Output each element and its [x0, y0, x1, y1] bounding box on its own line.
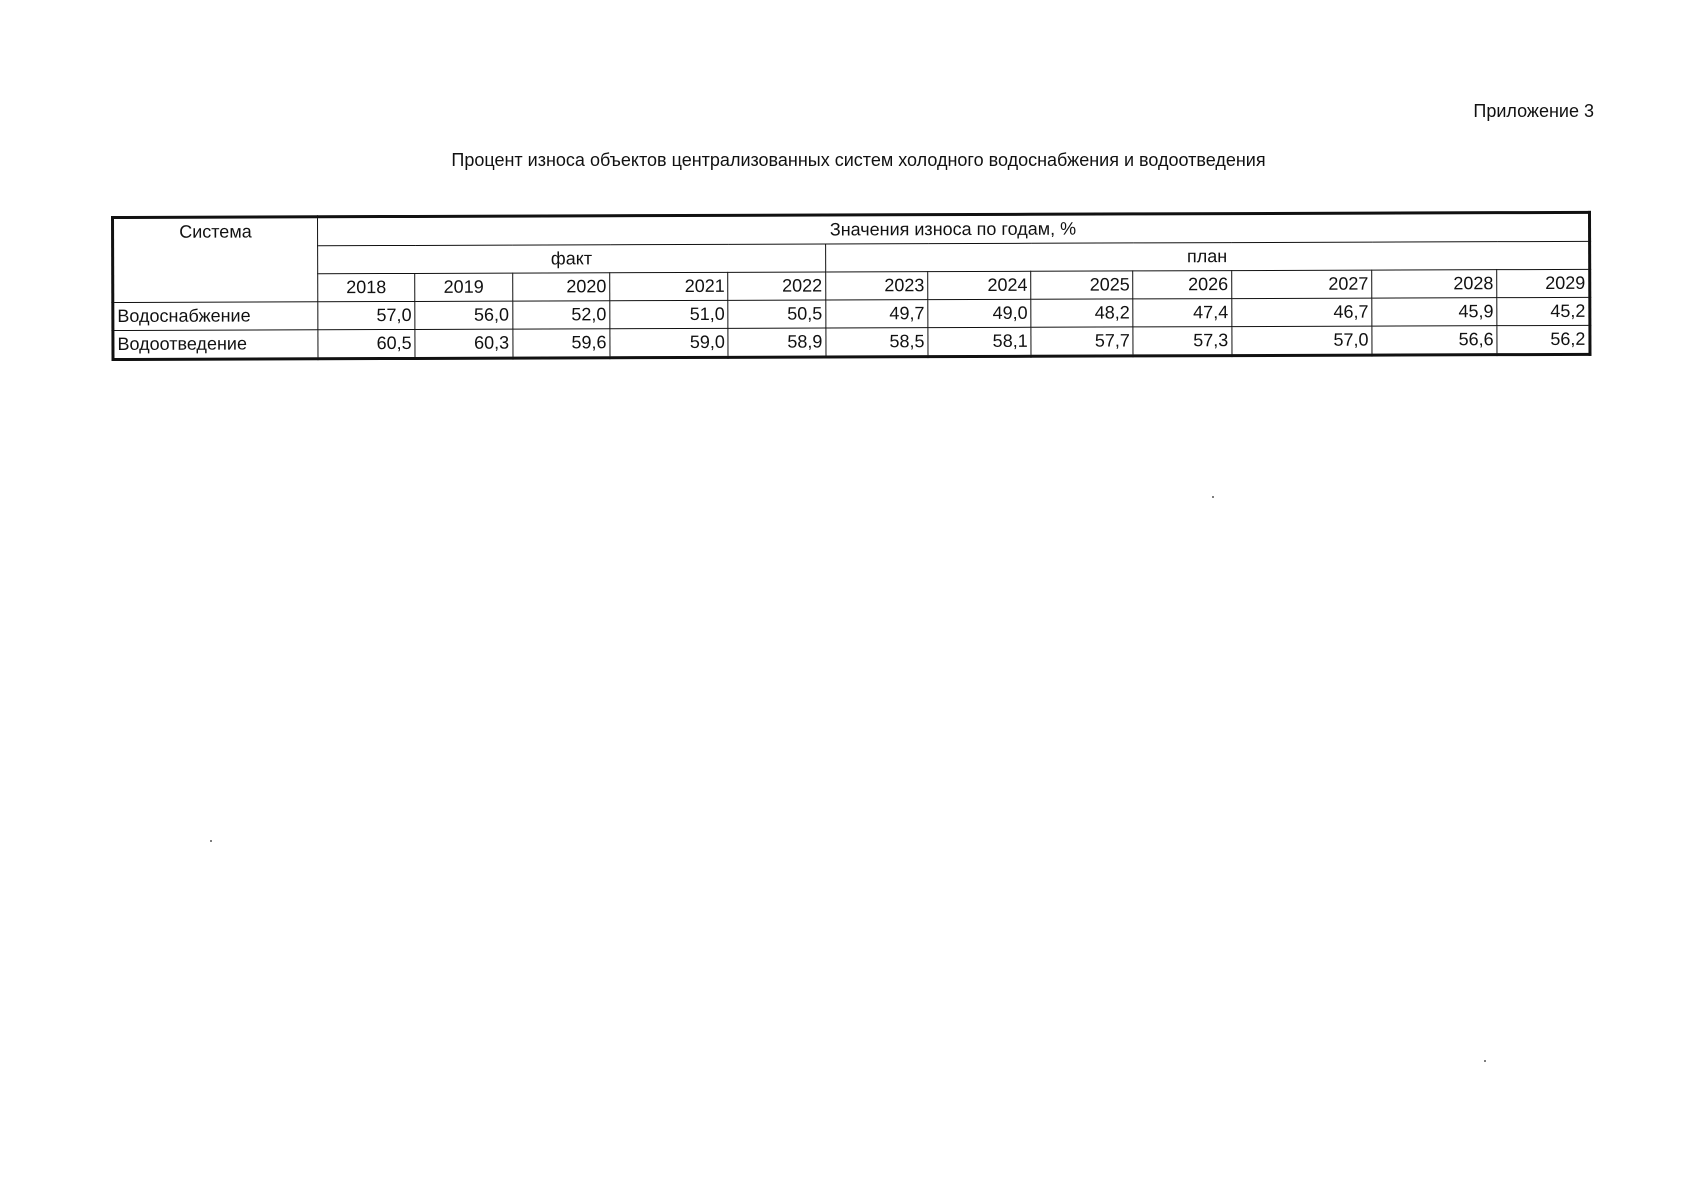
value-cell: 49,0	[928, 299, 1031, 327]
values-header: Значения износа по годам, %	[317, 212, 1589, 245]
value-cell: 60,5	[318, 329, 416, 358]
year-cell: 2029	[1497, 269, 1590, 297]
value-cell: 47,4	[1133, 299, 1231, 327]
year-cell: 2020	[512, 273, 610, 301]
value-cell: 58,1	[928, 327, 1031, 356]
year-cell: 2019	[415, 273, 513, 301]
value-cell: 52,0	[512, 301, 610, 329]
value-cell: 50,5	[728, 300, 826, 328]
value-cell: 51,0	[610, 300, 728, 328]
year-cell: 2024	[928, 271, 1031, 299]
value-cell: 59,0	[610, 328, 728, 357]
year-cell: 2028	[1372, 270, 1497, 298]
year-cell: 2023	[826, 272, 928, 300]
value-cell: 57,0	[318, 301, 416, 329]
table-row	[113, 297, 1590, 330]
fact-header: факт	[317, 244, 825, 274]
value-cell: 49,7	[826, 300, 928, 328]
value-cell: 45,9	[1372, 298, 1497, 326]
value-cell: 59,6	[513, 329, 611, 358]
row-label-wastewater: Водоотведение	[113, 330, 318, 360]
appendix-label: Приложение 3	[1473, 101, 1594, 121]
value-cell: 58,5	[826, 328, 928, 357]
value-cell: 48,2	[1031, 299, 1133, 327]
value-cell: 56,2	[1497, 325, 1590, 354]
system-header: Система	[113, 217, 318, 303]
year-cell: 2022	[728, 272, 826, 300]
year-cell: 2027	[1232, 270, 1372, 298]
year-cell: 2025	[1031, 271, 1133, 299]
year-cell: 2026	[1133, 271, 1231, 299]
scan-speck	[1212, 496, 1214, 498]
row-label-water-supply: Водоснабжение	[113, 302, 318, 331]
value-cell: 57,3	[1133, 327, 1231, 356]
wear-table	[111, 211, 1591, 361]
year-cell: 2018	[317, 273, 415, 301]
value-cell: 57,0	[1232, 326, 1372, 355]
plan-header: план	[826, 241, 1590, 272]
header-row-years	[113, 269, 1590, 302]
value-cell: 60,3	[415, 329, 513, 358]
value-cell: 45,2	[1497, 297, 1590, 325]
document-title: Процент износа объектов централизованных систем холодного водоснабжения и водоотведения	[451, 150, 1266, 170]
year-cell: 2021	[610, 272, 728, 300]
value-cell: 58,9	[728, 328, 826, 357]
value-cell: 56,6	[1372, 326, 1497, 355]
value-cell: 57,7	[1031, 327, 1133, 356]
scan-speck	[1484, 1060, 1486, 1062]
scan-speck	[210, 840, 212, 842]
value-cell: 46,7	[1232, 298, 1372, 326]
value-cell: 56,0	[415, 301, 513, 329]
table-row	[113, 325, 1590, 359]
